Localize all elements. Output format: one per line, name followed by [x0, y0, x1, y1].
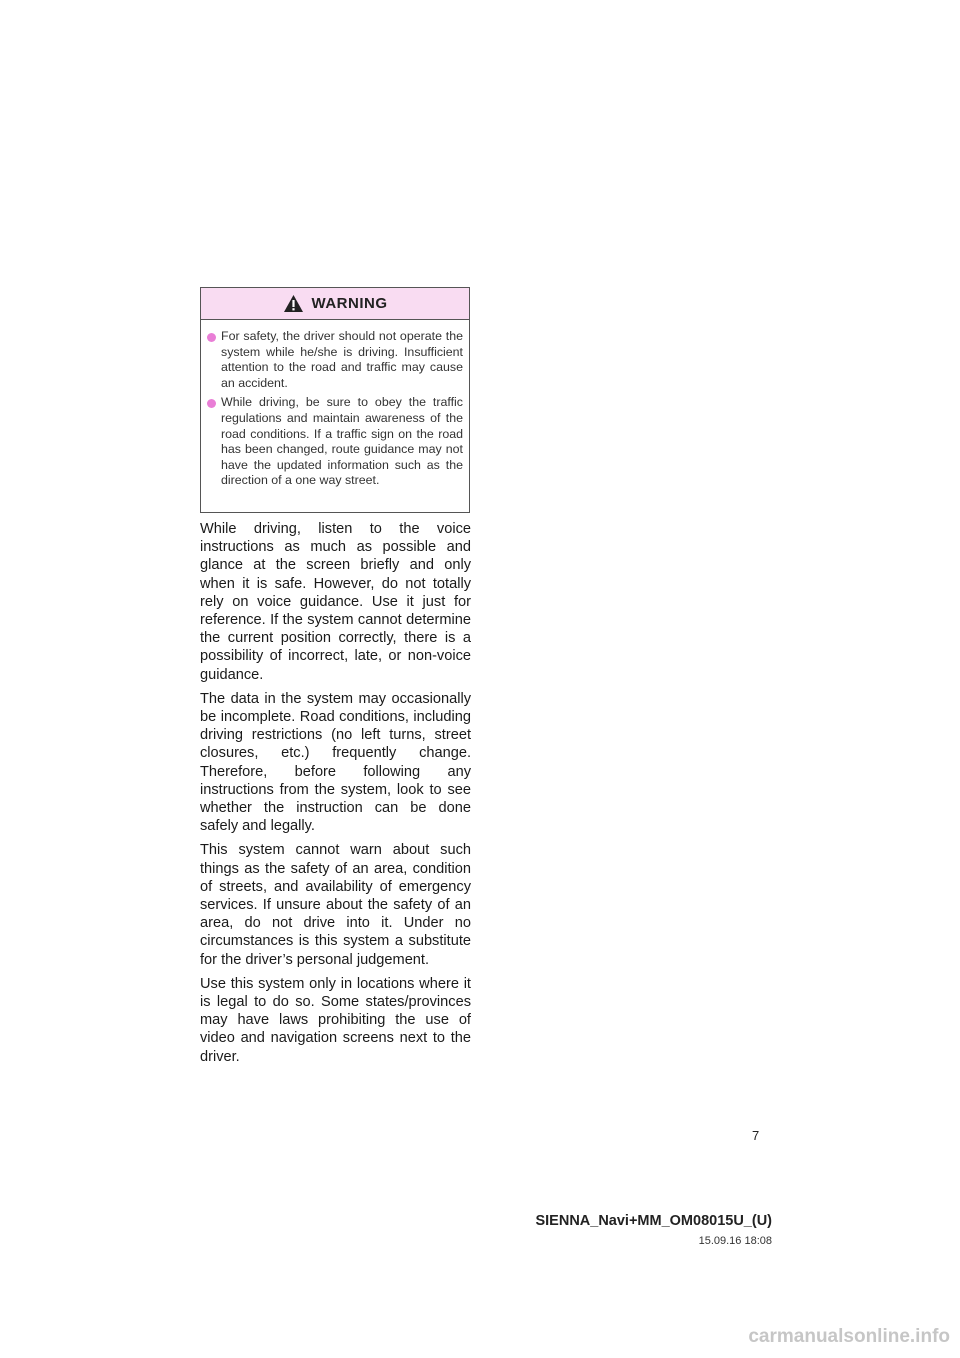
warning-box [200, 287, 470, 513]
paragraph: This system cannot warn about such things as the safety of an area, condition of streets, and availability of emergency services. If unsure about the safety of an area, do not drive into it. Under no circumstances is this system a substitute for the driver’s personal judgement. [200, 842, 471, 968]
document-code: SIENNA_Navi+MM_OM08015U_(U) [535, 1213, 772, 1229]
warning-item-text: For safety, the driver should not operate the system while he/she is driving. Insufficient attention to the road and traffic may cause an accident. [221, 329, 463, 390]
warning-triangle-icon [283, 294, 304, 313]
warning-item [207, 329, 463, 391]
body-text [200, 520, 471, 1072]
warning-header [201, 288, 469, 320]
paragraph: Use this system only in locations where it is legal to do so. Some states/provinces may have laws prohibiting the use of video and navigation screens next to the driver. [200, 975, 471, 1065]
paragraph: While driving, listen to the voice instructions as much as possible and glance at the screen briefly and only when it is safe. However, do not totally rely on voice guidance. Use it just for reference. If the system cannot determine the current position correctly, there is a possibility of incorrect, late, or non-voice guidance. [200, 521, 471, 683]
bullet-icon [207, 399, 216, 408]
warning-title: WARNING [311, 295, 388, 312]
page-number: 7 [752, 1128, 760, 1143]
footer-timestamp: 15.09.16 18:08 [698, 1235, 772, 1247]
warning-item [207, 395, 463, 489]
bullet-icon [207, 333, 216, 342]
warning-list [201, 320, 469, 489]
watermark: carmanualsonline.info [748, 1326, 950, 1347]
warning-item-text: While driving, be sure to obey the traffic regulations and maintain awareness of the road conditions. If a traffic sign on the road has been changed, route guidance may not have the updated information such as the direction of a one way street. [221, 395, 463, 488]
paragraph: The data in the system may occasionally be incomplete. Road conditions, including driving restrictions (no left turns, street closures, etc.) frequently change. Therefore, before following any instructions from the system, look to see whether the instruction can be done safely and legally. [200, 690, 471, 835]
